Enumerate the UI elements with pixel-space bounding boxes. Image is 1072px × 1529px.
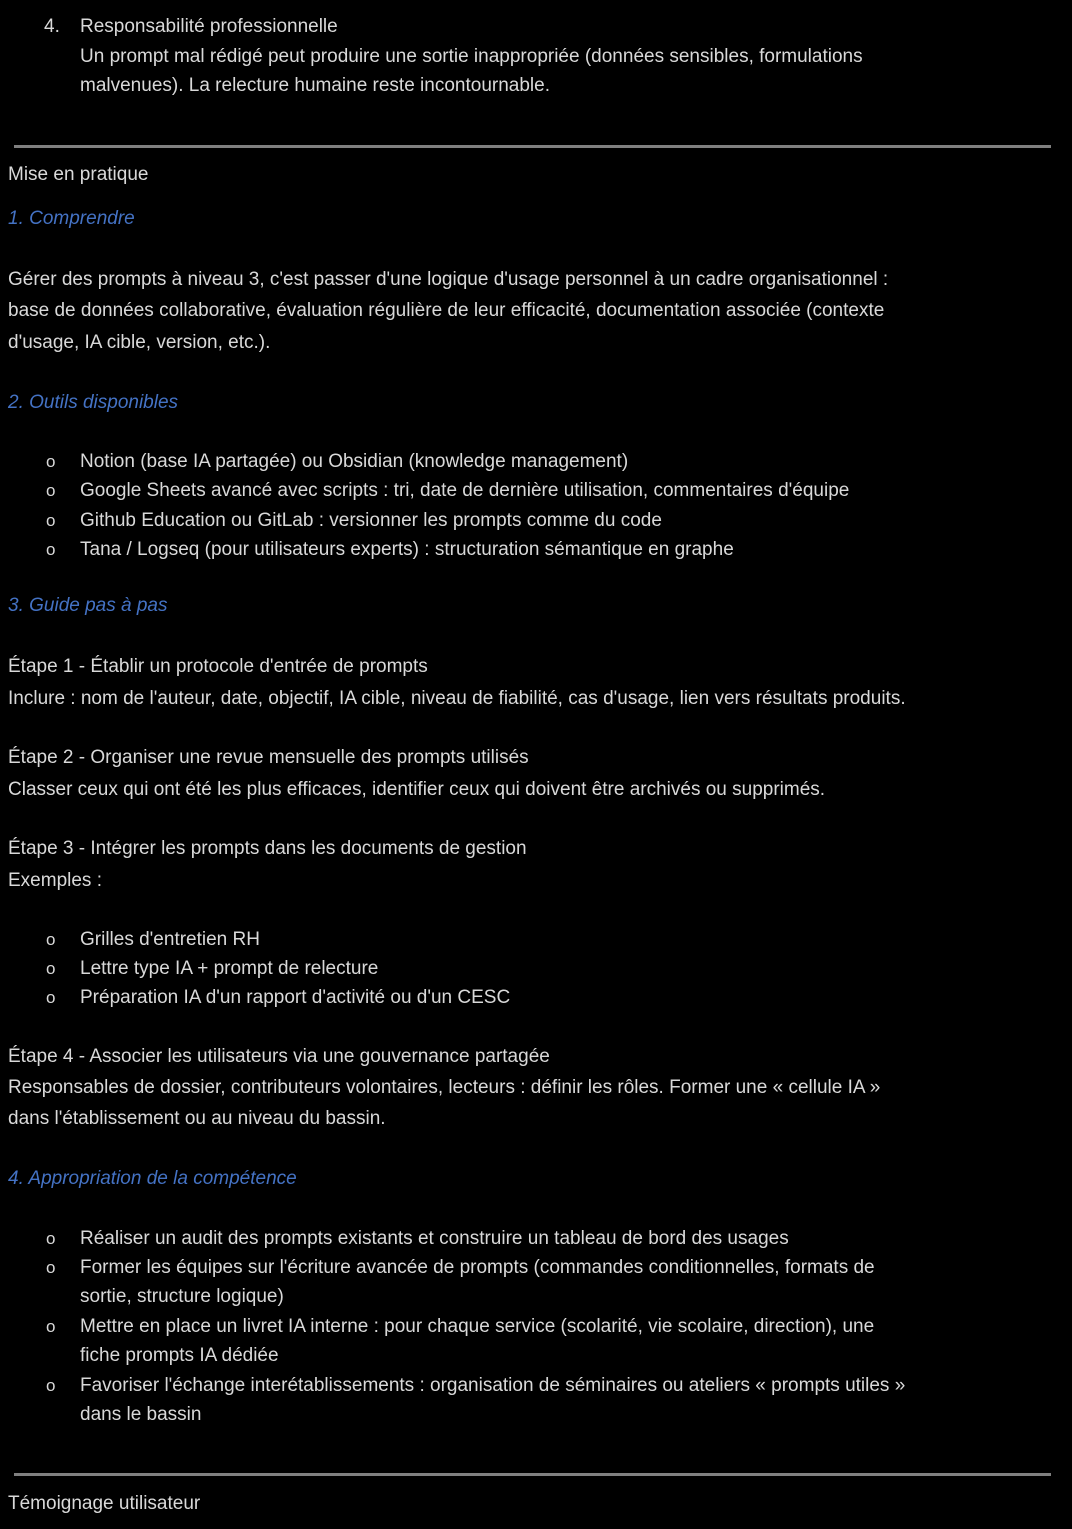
heading-comprendre: 1. Comprendre (8, 208, 135, 229)
paragraph-line: Gérer des prompts à niveau 3, c'est passer d'une logique d'usage personnel à un cadre organisationnel : (8, 269, 889, 290)
step-title: Étape 3 - Intégrer les prompts dans les documents de gestion (8, 838, 527, 859)
list-item: Préparation IA d'un rapport d'activité ou d'un CESC (80, 987, 511, 1008)
item-title: Responsabilité professionnelle (80, 16, 338, 37)
list-item-continuation: fiche prompts IA dédiée (80, 1345, 279, 1366)
horizontal-rule (14, 1473, 1051, 1476)
list-item: Former les équipes sur l'écriture avancée de prompts (commandes conditionnelles, formats de (80, 1257, 875, 1278)
list-item: Google Sheets avancé avec scripts : tri, date de dernière utilisation, commentaires d'équipe (80, 480, 850, 501)
bullet-icon: o (46, 959, 56, 978)
bullet-icon: o (46, 930, 56, 949)
step-title: Étape 1 - Établir un protocole d'entrée de prompts (8, 656, 428, 677)
step-text: Inclure : nom de l'auteur, date, objectif, IA cible, niveau de fiabilité, cas d'usage, lien vers résultats produits. (8, 688, 906, 709)
heading-outils: 2. Outils disponibles (8, 392, 179, 413)
item-text-line: malvenues). La relecture humaine reste incontournable. (80, 75, 550, 96)
bullet-icon: o (46, 540, 56, 559)
list-item: Github Education ou GitLab : versionner les prompts comme du code (80, 510, 662, 531)
list-item: Grilles d'entretien RH (80, 929, 260, 950)
bullet-icon: o (46, 481, 56, 500)
bullet-icon: o (46, 1317, 56, 1336)
bullet-icon: o (46, 988, 56, 1007)
step-text: Classer ceux qui ont été les plus efficaces, identifier ceux qui doivent être archivés ou supprimés. (8, 779, 826, 800)
list-item: Mettre en place un livret IA interne : pour chaque service (scolarité, vie scolaire, direction), une (80, 1316, 875, 1337)
bullet-icon: o (46, 1229, 56, 1248)
bullet-icon: o (46, 511, 56, 530)
heading-guide: 3. Guide pas à pas (8, 595, 168, 616)
list-item-continuation: sortie, structure logique) (80, 1286, 284, 1307)
step-text: Exemples : (8, 870, 102, 891)
paragraph-line: d'usage, IA cible, version, etc.). (8, 332, 271, 353)
step-text: Responsables de dossier, contributeurs volontaires, lecteurs : définir les rôles. Former une « cellule IA » (8, 1077, 881, 1098)
bullet-icon: o (46, 452, 56, 471)
list-item: Réaliser un audit des prompts existants et construire un tableau de bord des usages (80, 1228, 789, 1249)
horizontal-rule (14, 145, 1051, 148)
item-text-line: Un prompt mal rédigé peut produire une sortie inappropriée (données sensibles, formulations (80, 46, 863, 67)
paragraph-line: base de données collaborative, évaluation régulière de leur efficacité, documentation associée (contexte (8, 300, 885, 321)
list-item: Favoriser l'échange interétablissements : organisation de séminaires ou ateliers « prompts utiles » (80, 1375, 906, 1396)
section-title: Mise en pratique (8, 164, 149, 185)
step-title: Étape 2 - Organiser une revue mensuelle des prompts utilisés (8, 747, 529, 768)
list-item: Lettre type IA + prompt de relecture (80, 958, 379, 979)
heading-appropriation: 4. Appropriation de la compétence (8, 1168, 297, 1189)
step-text: dans l'établissement ou au niveau du bassin. (8, 1108, 386, 1129)
bullet-icon: o (46, 1258, 56, 1277)
list-number: 4. (44, 16, 60, 37)
list-item: Tana / Logseq (pour utilisateurs experts) : structuration sémantique en graphe (80, 539, 734, 560)
step-title: Étape 4 - Associer les utilisateurs via une gouvernance partagée (8, 1046, 550, 1067)
footer-title: Témoignage utilisateur (8, 1493, 201, 1514)
list-item-continuation: dans le bassin (80, 1404, 202, 1425)
bullet-icon: o (46, 1376, 56, 1395)
list-item: Notion (base IA partagée) ou Obsidian (knowledge management) (80, 451, 629, 472)
